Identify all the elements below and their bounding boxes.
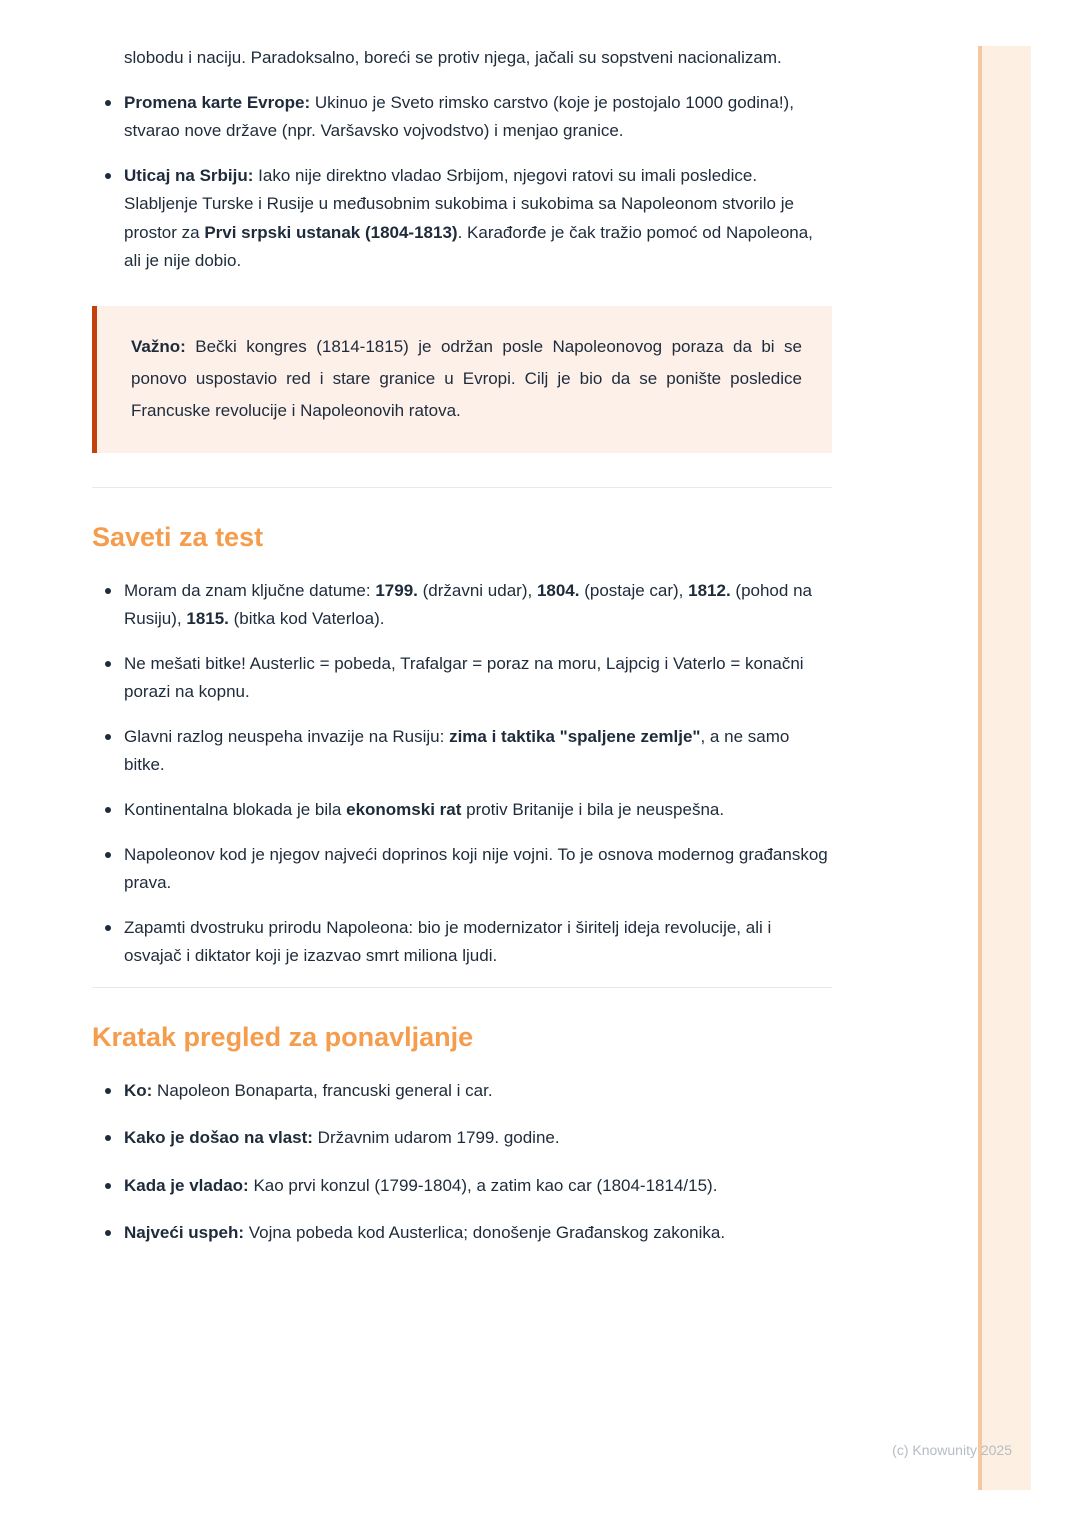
bold-text: Ko: — [124, 1080, 153, 1100]
list-item — [92, 796, 832, 825]
important-callout — [92, 306, 832, 453]
text: Kao prvi konzul (1799-1804), a zatim kao car (1804-1814/15). — [248, 1175, 718, 1195]
list-item — [92, 577, 832, 634]
bold-text: 1815. — [186, 609, 229, 629]
bold-text: Uticaj na Srbiju: — [124, 165, 254, 185]
text: Vojna pobeda kod Austerlica; donošenje Građanskog zakonika. — [244, 1223, 726, 1243]
bold-text: 1799. — [375, 580, 418, 600]
list-item — [92, 1077, 832, 1106]
bold-text: Najveći uspeh: — [124, 1223, 244, 1243]
section-divider — [92, 487, 832, 488]
text: slobodu i naciju. Paradoksalno, boreći se protiv njega, jačali su sopstveni nacionalizam. — [124, 48, 782, 67]
bold-text: Važno: — [131, 336, 186, 356]
text: , a ne samo bitke. — [124, 726, 790, 775]
text: (postaje car), — [579, 580, 689, 600]
list-item — [92, 650, 832, 707]
bold-text: Promena karte Evrope: — [124, 92, 311, 112]
list-item — [92, 723, 832, 780]
list-item — [92, 1172, 832, 1201]
list-item — [92, 1124, 832, 1153]
text: Napoleon Bonaparta, francuski general i car. — [152, 1080, 493, 1100]
section-heading-tips: Saveti za test — [92, 521, 264, 552]
text: (državni udar), — [417, 580, 537, 600]
watermark: (c) Knowunity 2025 — [892, 1442, 1012, 1458]
continuation-paragraph — [92, 44, 832, 73]
text: Ukinuo je Sveto rimsko carstvo (koje je postojalo 1000 godina!), stvarao nove države (npr. Varšavsko vojvodstvo) i menjao granice. — [124, 92, 794, 141]
text: (bitka kod Vaterloa). — [228, 609, 385, 629]
text: Kontinentalna blokada je bila — [124, 800, 347, 819]
page-edge-decoration — [978, 46, 1031, 1490]
text: Glavni razlog neuspeha invazije na Rusiju: — [124, 726, 450, 746]
review-bullet-list — [92, 1077, 832, 1248]
list-item — [92, 914, 832, 971]
bold-text: zima i taktika "spaljene zemlje" — [449, 726, 701, 746]
text: Zapamti dvostruku prirodu Napoleona: bio je modernizator i širitelj ideja revolucije, ali i osvajač i diktator koji je izazvao smrt miliona ljudi. — [124, 917, 772, 966]
text: Moram da znam ključne datume: — [124, 580, 376, 600]
text: Napoleonov kod je njegov najveći doprinos koji nije vojni. To je osnova modernog građanskog prava. — [124, 844, 828, 893]
callout-text — [131, 331, 802, 428]
bold-text: ekonomski rat — [346, 800, 462, 819]
text: protiv Britanije i bila je neuspešna. — [461, 800, 725, 819]
tips-bullet-list — [92, 577, 832, 971]
bold-text: Kada je vladao: — [124, 1175, 249, 1195]
text: Državnim udarom 1799. godine. — [312, 1128, 560, 1148]
bold-text: 1804. — [536, 580, 580, 600]
section-divider — [92, 987, 832, 988]
text: . Karađorđe je čak tražio pomoć od Napoleona, ali je nije dobio. — [124, 222, 813, 271]
text: Iako nije direktno vladao Srbijom, njegovi ratovi su imali posledice. Slabljenje Turske i Rusije u međusobnim sukobima i sukobima sa Napoleonom stvorilo je prostor za — [124, 165, 794, 242]
list-item — [92, 841, 832, 898]
bold-text: Prvi srpski ustanak (1804-1813) — [204, 222, 458, 242]
bold-text: 1812. — [688, 580, 731, 600]
section-heading-review: Kratak pregled za ponavljanje — [92, 1021, 474, 1052]
list-item — [92, 1219, 832, 1248]
bold-text: Kako je došao na vlast: — [124, 1128, 313, 1148]
text: (pohod na Rusiju), — [124, 580, 812, 629]
text: Bečki kongres (1814-1815) je održan posle Napoleonovog poraza da bi se ponovo uspostavio red i stare granice u Evropi. Cilj je bio da se ponište posledice Francuske revolucije i Napoleonovih ratova. — [131, 336, 802, 421]
list-item — [92, 89, 832, 146]
text: Ne mešati bitke! Austerlic = pobeda, Trafalgar = poraz na moru, Lajpcig i Vaterlo = konačni porazi na kopnu. — [124, 653, 804, 702]
list-item — [92, 162, 832, 276]
intro-bullet-list — [92, 89, 832, 276]
document-content — [92, 44, 832, 1267]
